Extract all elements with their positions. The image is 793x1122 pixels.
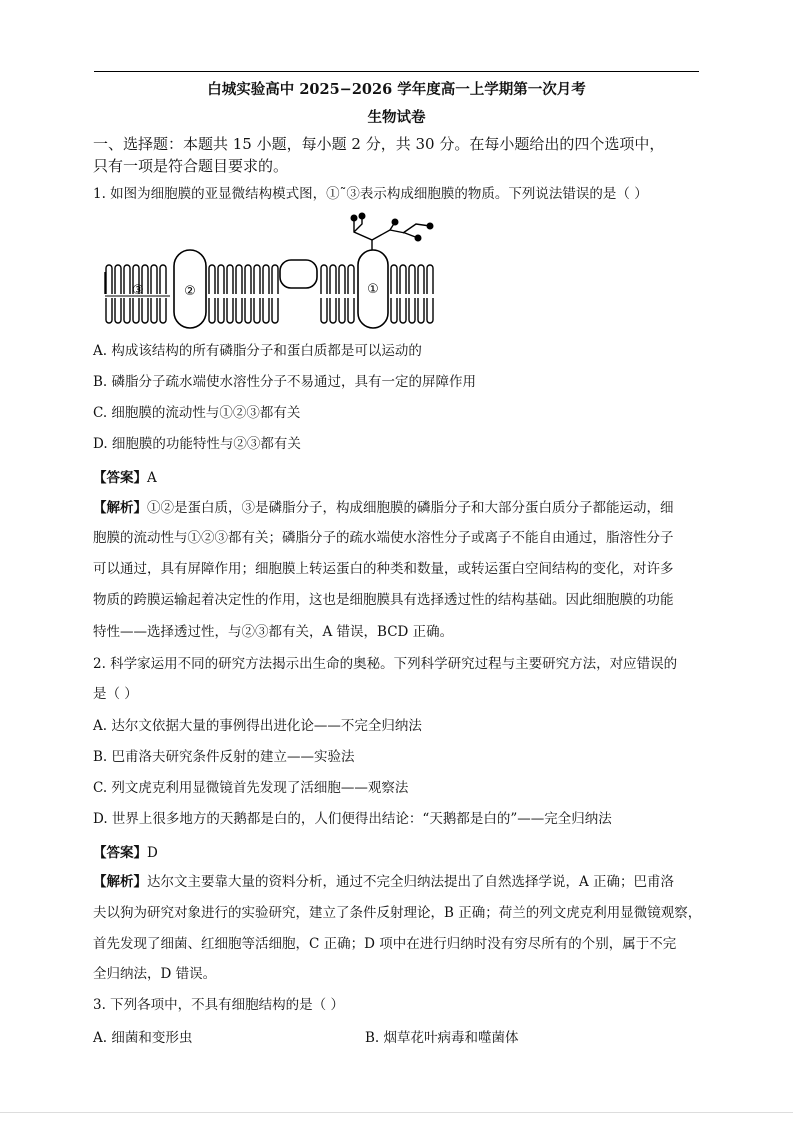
phospholipid-lower [391,298,397,323]
phospholipid-lower [209,298,215,323]
label-2: ② [184,284,196,299]
q3-option-a: A. 细菌和变形虫 [93,1030,193,1046]
phospholipid-lower [254,298,260,323]
q2-analysis-line1: 【解析】达尔文主要靠大量的资料分析，通过不完全归纳法提出了自然选择学说，A 正确；巴甫洛 [93,874,675,890]
phospholipid-upper [400,265,406,294]
exam-subtitle: 生物试卷 [367,109,426,126]
phospholipid-upper [124,265,130,294]
q1-analysis-line1: 【解析】①②是蛋白质，③是磷脂分子，构成细胞膜的磷脂分子和大部分蛋白质分子都能运动，细 [93,500,674,516]
exam-title: 白城实验高中 2025−2026 学年度高一上学期第一次月考 [207,81,586,98]
phospholipid-lower [106,298,112,323]
phospholipid-upper [339,265,345,294]
phospholipid-upper [106,265,112,294]
label-1: ① [367,282,379,297]
phospholipid-upper [272,265,278,294]
q2-option-b: B. 巴甫洛夫研究条件反射的建立——实验法 [93,749,355,765]
phospholipid-upper [263,265,269,294]
phospholipid-upper [218,265,224,294]
phospholipid-lower [133,298,139,323]
phospholipid-lower [348,298,354,323]
phospholipid-upper [160,265,166,294]
phospholipid-lower [236,298,242,323]
q3-option-b: B. 烟草花叶病毒和噬菌体 [365,1030,519,1046]
phospholipid-upper [348,265,354,294]
phospholipid-lower [427,298,433,323]
phospholipid-lower [245,298,251,323]
phospholipid-lower [339,298,345,323]
phospholipid-lower [418,298,424,323]
phospholipid-lower [400,298,406,323]
page-bottom-edge [0,1112,793,1113]
phospholipid-upper [236,265,242,294]
phospholipid-lower [321,298,327,323]
q1-answer-label: 【答案】 [93,470,147,486]
phospholipid-lower [115,298,121,323]
q1-analysis-line3: 可以通过，具有屏障作用；细胞膜上转运蛋白的种类和数量，或转运蛋白空间结构的变化，对许多 [93,561,674,577]
q2-analysis-line3: 首先发现了细菌、红细胞等活细胞，C 正确；D 项中在进行归纳时没有穷尽所有的个别，属于不完 [93,936,677,952]
q3-stem: 3. 下列各项中，不具有细胞结构的是（ ） [93,997,344,1013]
q2-answer-label: 【答案】 [93,845,147,861]
phospholipid-lower [272,298,278,323]
phospholipid-upper [321,265,327,294]
cell-membrane-diagram [100,210,440,335]
phospholipid-lower [142,298,148,323]
q2-option-d: D. 世界上很多地方的天鹅都是白的，人们便得出结论：“天鹅都是白的”——完全归纳法 [93,811,612,827]
q1-answer-value: A [147,470,157,486]
q1-option-c: C. 细胞膜的流动性与①②③都有关 [93,405,301,421]
phospholipid-upper [209,265,215,294]
section-instruction-line2: 只有一项是符合题目要求的。 [93,157,289,175]
phospholipid-upper [227,265,233,294]
phospholipid-upper [151,265,157,294]
q1-option-d: D. 细胞膜的功能特性与②③都有关 [93,436,301,452]
phospholipid-upper [427,265,433,294]
phospholipid-upper [418,265,424,294]
q1-analysis-line5: 特性——选择透过性，与②③都有关，A 错误，BCD 正确。 [93,624,454,640]
q1-option-a: A. 构成该结构的所有磷脂分子和蛋白质都是可以运动的 [93,343,422,359]
phospholipid-upper [409,265,415,294]
q2-stem-line2: 是（ ） [93,686,138,702]
q2-stem-line1: 2. 科学家运用不同的研究方法揭示出生命的奥秘。下列科学研究过程与主要研究方法，对应错误的 [93,656,678,672]
phospholipid-lower [160,298,166,323]
q2-option-a: A. 达尔文依据大量的事例得出进化论——不完全归纳法 [93,718,422,734]
q1-answer [93,466,157,486]
phospholipid-lower [263,298,269,323]
q1-analysis-line4: 物质的跨膜运输起着决定性的作用，这也是细胞膜具有选择透过性的结构基础。因此细胞膜的功能 [93,592,674,608]
q1-analysis-label: 【解析】 [93,500,147,516]
q1-analysis-line2: 胞膜的流动性与①②③都有关；磷脂分子的疏水端使水溶性分子或离子不能自由通过，脂溶性分子 [93,530,674,546]
phospholipid-lower [227,298,233,323]
section-instruction-line1: 一、选择题：本题共 15 小题，每小题 2 分，共 30 分。在每小题给出的四个选项中， [93,135,665,153]
phospholipid-lower [409,298,415,323]
phospholipid-lower [330,298,336,323]
label-3: ③ [132,283,144,298]
q2-answer [93,841,158,861]
phospholipid-lower [151,298,157,323]
q2-analysis-line4: 全归纳法，D 错误。 [93,966,217,982]
phospholipid-lower [124,298,130,323]
header-rule [94,71,699,72]
phospholipid-upper [391,265,397,294]
embedded-protein-shape [280,260,317,288]
phospholipid-upper [254,265,260,294]
q1-stem: 1. 如图为细胞膜的亚显微结构模式图，①˜③表示构成细胞膜的物质。下列说法错误的是（ ） [93,186,648,202]
q2-option-c: C. 列文虎克利用显微镜首先发现了活细胞——观察法 [93,780,409,796]
q1-option-b: B. 磷脂分子疏水端使水溶性分子不易通过，具有一定的屏障作用 [93,374,477,390]
phospholipid-upper [245,265,251,294]
phospholipid-lower [218,298,224,323]
phospholipid-upper [115,265,121,294]
phospholipid-upper [330,265,336,294]
q2-answer-value: D [147,845,158,861]
q2-analysis-line2: 夫以狗为研究对象进行的实验研究，建立了条件反射理论，B 正确；荷兰的列文虎克利用显微镜观察， [93,905,702,921]
q2-analysis-label: 【解析】 [93,874,147,890]
